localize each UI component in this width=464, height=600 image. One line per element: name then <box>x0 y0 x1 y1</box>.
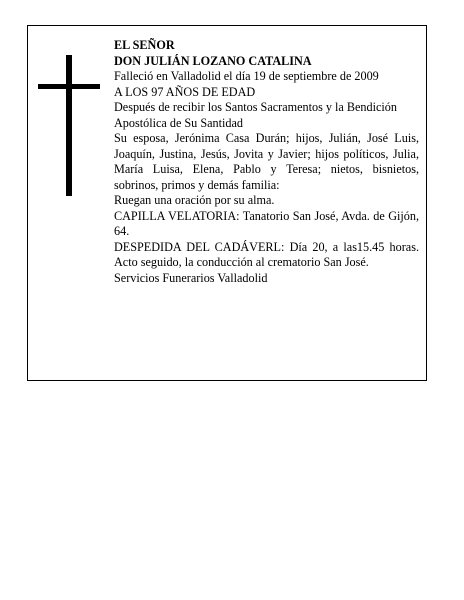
obituary-text <box>114 38 419 286</box>
cross-icon <box>66 55 72 196</box>
cross-icon-crossbar <box>38 84 100 89</box>
deceased-name: DON JULIÁN LOZANO CATALINA <box>114 53 312 68</box>
sacraments-line: Después de recibir los Santos Sacramentos y la Bendición Apostólica de Su Santidad <box>114 100 397 130</box>
farewell-info: DESPEDIDA DEL CADÁVERL: Día 20, a las15.45 horas. Acto seguido, la conducción al crematorio San José. <box>114 239 419 269</box>
age-line: A LOS 97 AÑOS DE EDAD <box>114 84 256 99</box>
family-paragraph: Su esposa, Jerónima Casa Durán; hijos, Julián, José Luis, Joaquín, Justina, Jesús, Jovita y Javier; hijos políticos, Julia, María Luisa, Elena, Pablo y Teresa; nietos, bisnietos, sobrinos, primos y demás familia: <box>114 131 419 192</box>
prayer-request: Ruegan una oración por su alma. <box>114 193 275 207</box>
death-info: Falleció en Valladolid el día 19 de septiembre de 2009 <box>114 69 379 83</box>
obituary-notice <box>27 25 427 381</box>
funeral-services: Servicios Funerarios Valladolid <box>114 270 268 285</box>
title-line-1: EL SEÑOR <box>114 38 175 52</box>
chapel-info: CAPILLA VELATORIA: Tanatorio San José, Avda. de Gijón, 64. <box>114 208 419 238</box>
